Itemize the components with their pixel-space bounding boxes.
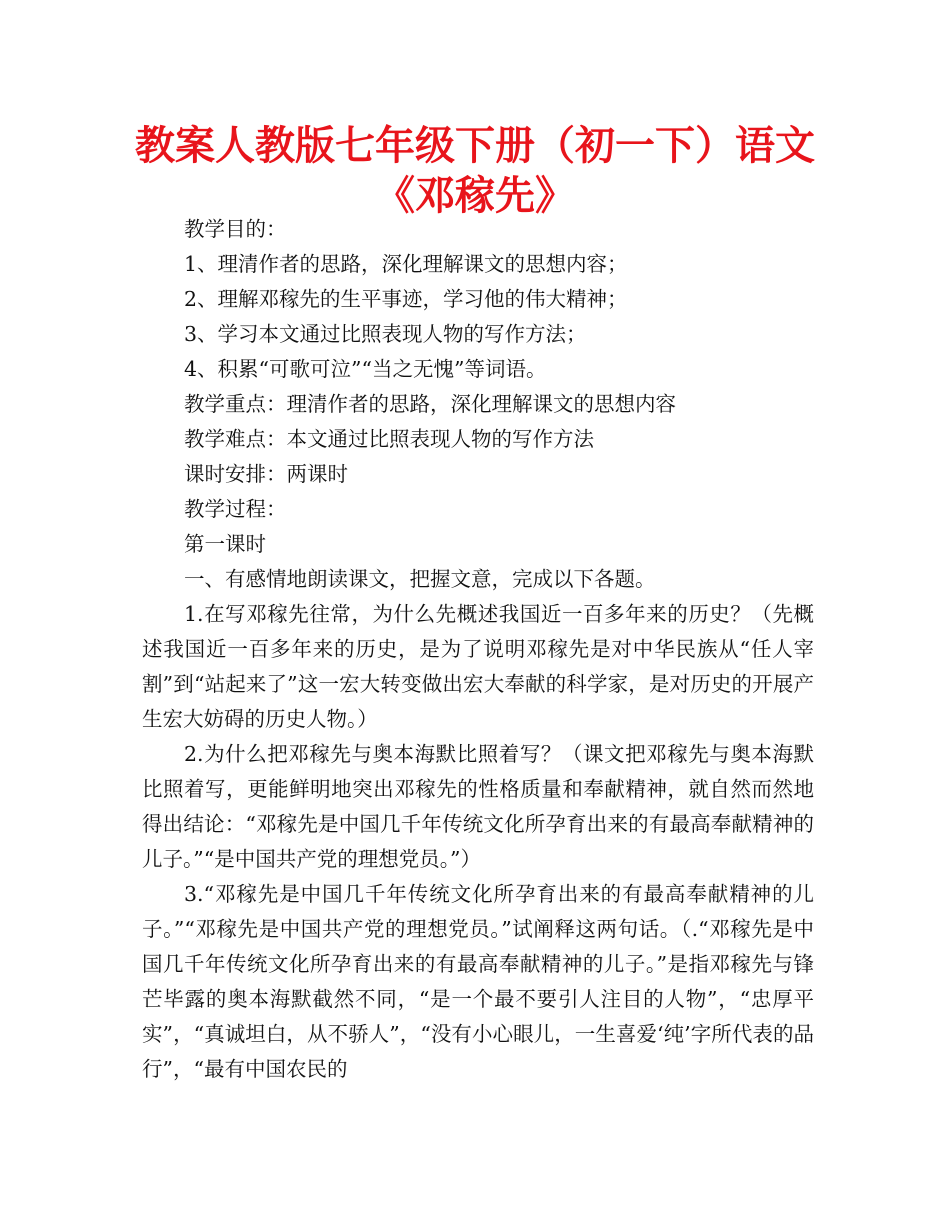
difficulty: 教学难点：本文通过比照表现人物的写作方法: [184, 427, 594, 451]
question-paragraph: 2.为什么把邓稼先与奥本海默比照着写？（课文把邓稼先与奥本海默比照着写，更能鲜明地突出邓稼先的性格质量和奉献精神，就自然而然地得出结论：“邓稼先是中国几千年传统文化所孕育出来的有最高奉献精神的儿子。”“是中国共产党的理想党员。”）: [142, 742, 814, 871]
process-heading: 教学过程：: [184, 497, 287, 521]
key-point: 教学重点：理清作者的思路，深化理解课文的思想内容: [184, 392, 676, 416]
section-one-heading: 一、有感情地朗读课文，把握文意，完成以下各题。: [184, 567, 656, 591]
schedule: 课时安排：两课时: [184, 462, 348, 486]
document-title-line1: 教案人教版七年级下册（初一下）语文: [135, 123, 815, 169]
lesson-one-heading: 第一课时: [184, 532, 266, 556]
question-paragraph: 1.在写邓稼先往常，为什么先概述我国近一百多年来的历史？（先概述我国近一百多年来的历史，是为了说明邓稼先是对中华民族从“任人宰割”到“站起来了”这一宏大转变做出宏大奉献的科学家，是对历史的开展产生宏大妨碍的历史人物。）: [142, 602, 814, 731]
objectives-heading: 教学目的：: [184, 217, 287, 241]
document-body: [142, 212, 814, 1087]
objective-item: 3、学习本文通过比照表现人物的写作方法；: [184, 322, 587, 346]
objective-item: 2、理解邓稼先的生平事迹，学习他的伟大精神；: [184, 287, 628, 311]
objective-item: 4、积累“可歌可泣”“当之无愧”等词语。: [184, 357, 547, 381]
objective-item: 1、理清作者的思路，深化理解课文的思想内容；: [184, 252, 628, 276]
document-title-line2: 《邓稼先》: [375, 173, 575, 219]
question-paragraph: 3.“邓稼先是中国几千年传统文化所孕育出来的有最高奉献精神的儿子。”“邓稼先是中国共产党的理想党员。”试阐释这两句话。（.“邓稼先是中国几千年传统文化所孕育出来的有最高奉献精神的儿子。”是指邓稼先与锋芒毕露的奥本海默截然不同，“是一个最不要引人注目的人物”，“忠厚平实”，“真诚坦白，从不骄人”，“没有小心眼儿，一生喜爱‘纯’字所代表的品行”，“最有中国农民的: [142, 882, 814, 1081]
